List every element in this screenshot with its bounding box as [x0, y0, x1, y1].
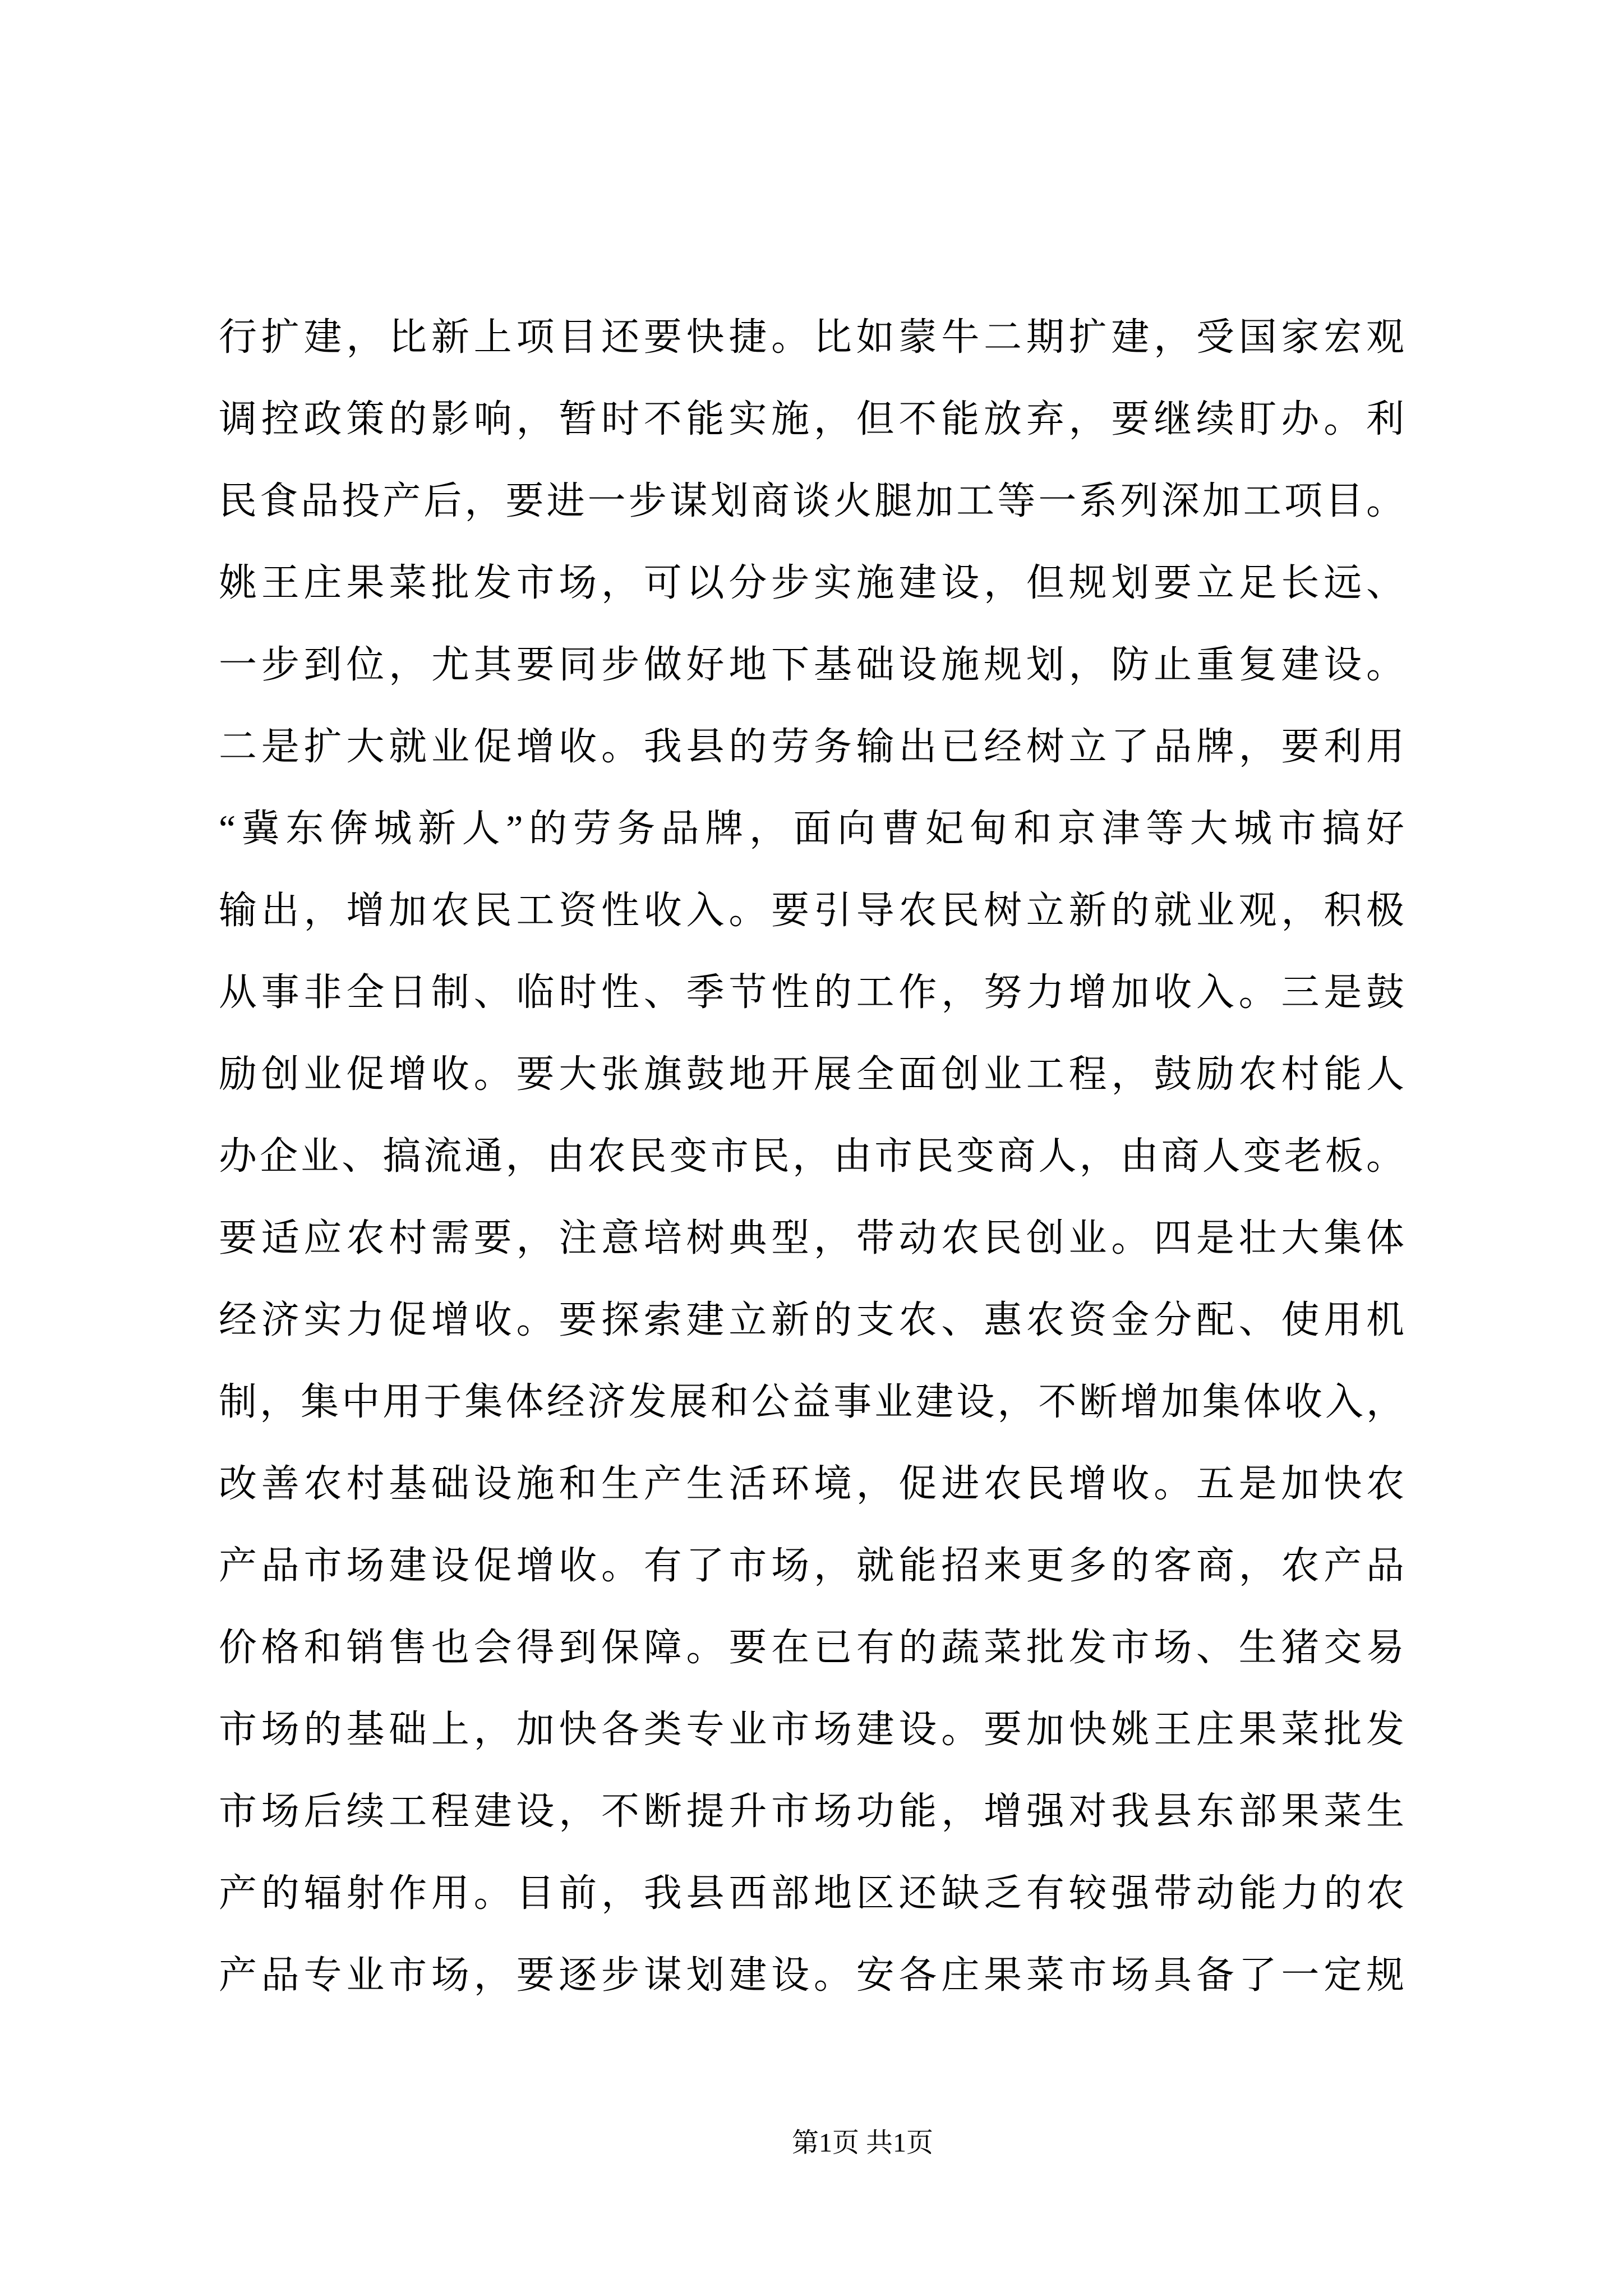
- text-line: 市场后续工程建设，不断提升市场功能，增强对我县东部果菜生: [219, 1790, 1404, 1833]
- text-line: 励创业促增收。要大张旗鼓地开展全面创业工程，鼓励农村能人: [219, 1053, 1404, 1096]
- text-line: 输出，增加农民工资性收入。要引导农民树立新的就业观，积极: [219, 889, 1404, 932]
- text-line: 要适应农村需要，注意培树典型，带动农民创业。四是壮大集体: [219, 1217, 1404, 1259]
- text-line: 调控政策的影响，暂时不能实施，但不能放弃，要继续盯办。利: [219, 398, 1404, 440]
- text-line: 姚王庄果菜批发市场，可以分步实施建设，但规划要立足长远、: [219, 562, 1404, 604]
- page-number-indicator: 第1页 共1页: [791, 2128, 934, 2158]
- text-line: 价格和销售也会得到保障。要在已有的蔬菜批发市场、生猪交易: [219, 1626, 1404, 1669]
- text-line: 一步到位，尤其要同步做好地下基础设施规划，防止重复建设。: [219, 643, 1404, 686]
- text-line: 办企业、搞流通，由农民变市民，由市民变商人，由商人变老板。: [219, 1135, 1404, 1177]
- text-line: “冀东倴城新人”的劳务品牌，面向曹妃甸和京津等大城市搞好: [219, 807, 1404, 850]
- text-line: 制，集中用于集体经济发展和公益事业建设，不断增加集体收入，: [219, 1381, 1404, 1423]
- text-line: 经济实力促增收。要探索建立新的支农、惠农资金分配、使用机: [219, 1299, 1404, 1341]
- text-line: 市场的基础上，加快各类专业市场建设。要加快姚王庄果菜批发: [219, 1708, 1404, 1751]
- document-body: [219, 296, 1404, 2016]
- text-line: 从事非全日制、临时性、季节性的工作，努力增加收入。三是鼓: [219, 971, 1404, 1014]
- text-line: 民食品投产后，要进一步谋划商谈火腿加工等一系列深加工项目。: [219, 480, 1404, 522]
- text-line: 产品专业市场，要逐步谋划建设。安各庄果菜市场具备了一定规: [219, 1954, 1404, 1996]
- text-line: 产品市场建设促增收。有了市场，就能招来更多的客商，农产品: [219, 1544, 1404, 1587]
- text-line: 改善农村基础设施和生产生活环境，促进农民增收。五是加快农: [219, 1462, 1404, 1505]
- text-line: 产的辐射作用。目前，我县西部地区还缺乏有较强带动能力的农: [219, 1872, 1404, 1915]
- text-line: 二是扩大就业促增收。我县的劳务输出已经树立了品牌，要利用: [219, 725, 1404, 768]
- text-line: 行扩建，比新上项目还要快捷。比如蒙牛二期扩建，受国家宏观: [219, 316, 1404, 358]
